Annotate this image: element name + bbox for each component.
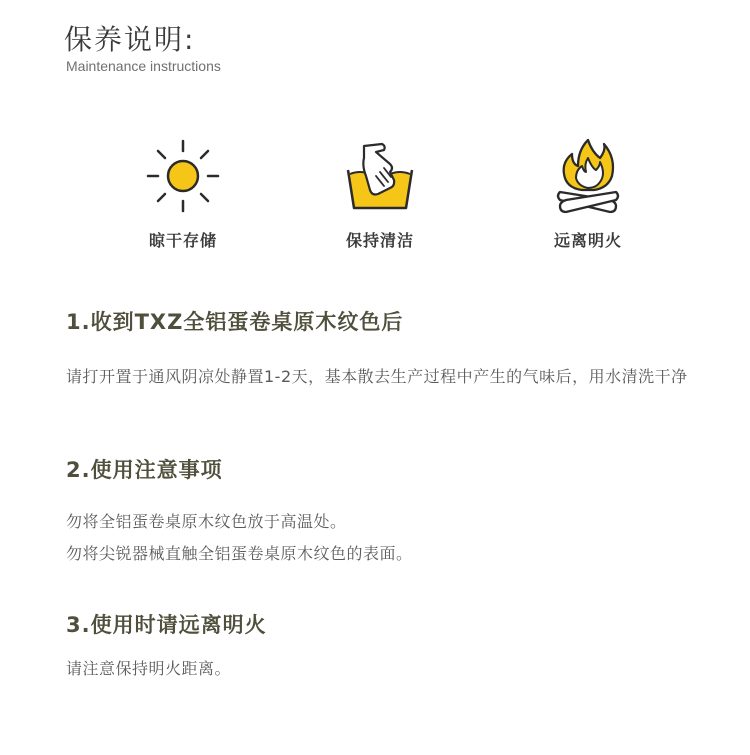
section-2-heading: 2.使用注意事项	[66, 458, 223, 482]
icon-label-away-from-fire: 远离明火	[553, 231, 622, 250]
fire-icon	[548, 136, 628, 216]
section-1-text: 请打开置于通风阴凉处静置1-2天，基本散去生产过程中产生的气味后，用水清洗干净	[66, 367, 688, 386]
page-title: 保养说明:	[64, 23, 196, 56]
icon-item-keep-clean	[300, 136, 460, 251]
section-3-heading: 3.使用时请远离明火	[66, 613, 267, 637]
hand-wash-icon	[340, 136, 420, 216]
section-2-text-1: 勿将全铝蛋卷桌原木纹色放于高温处。	[66, 512, 347, 531]
icon-label-keep-clean: 保持清洁	[345, 231, 414, 250]
icon-label-dry-storage: 晾干存储	[148, 231, 217, 250]
sun-icon	[143, 136, 223, 216]
section-3-text: 请注意保持明火距离。	[66, 659, 232, 678]
section-1-heading: 1.收到TXZ全铝蛋卷桌原木纹色后	[66, 310, 404, 334]
icon-item-away-from-fire	[508, 136, 668, 251]
section-2-text-2: 勿将尖锐器械直触全铝蛋卷桌原木纹色的表面。	[66, 544, 413, 563]
icon-item-dry-storage	[103, 136, 263, 251]
page-subtitle: Maintenance instructions	[66, 58, 221, 74]
